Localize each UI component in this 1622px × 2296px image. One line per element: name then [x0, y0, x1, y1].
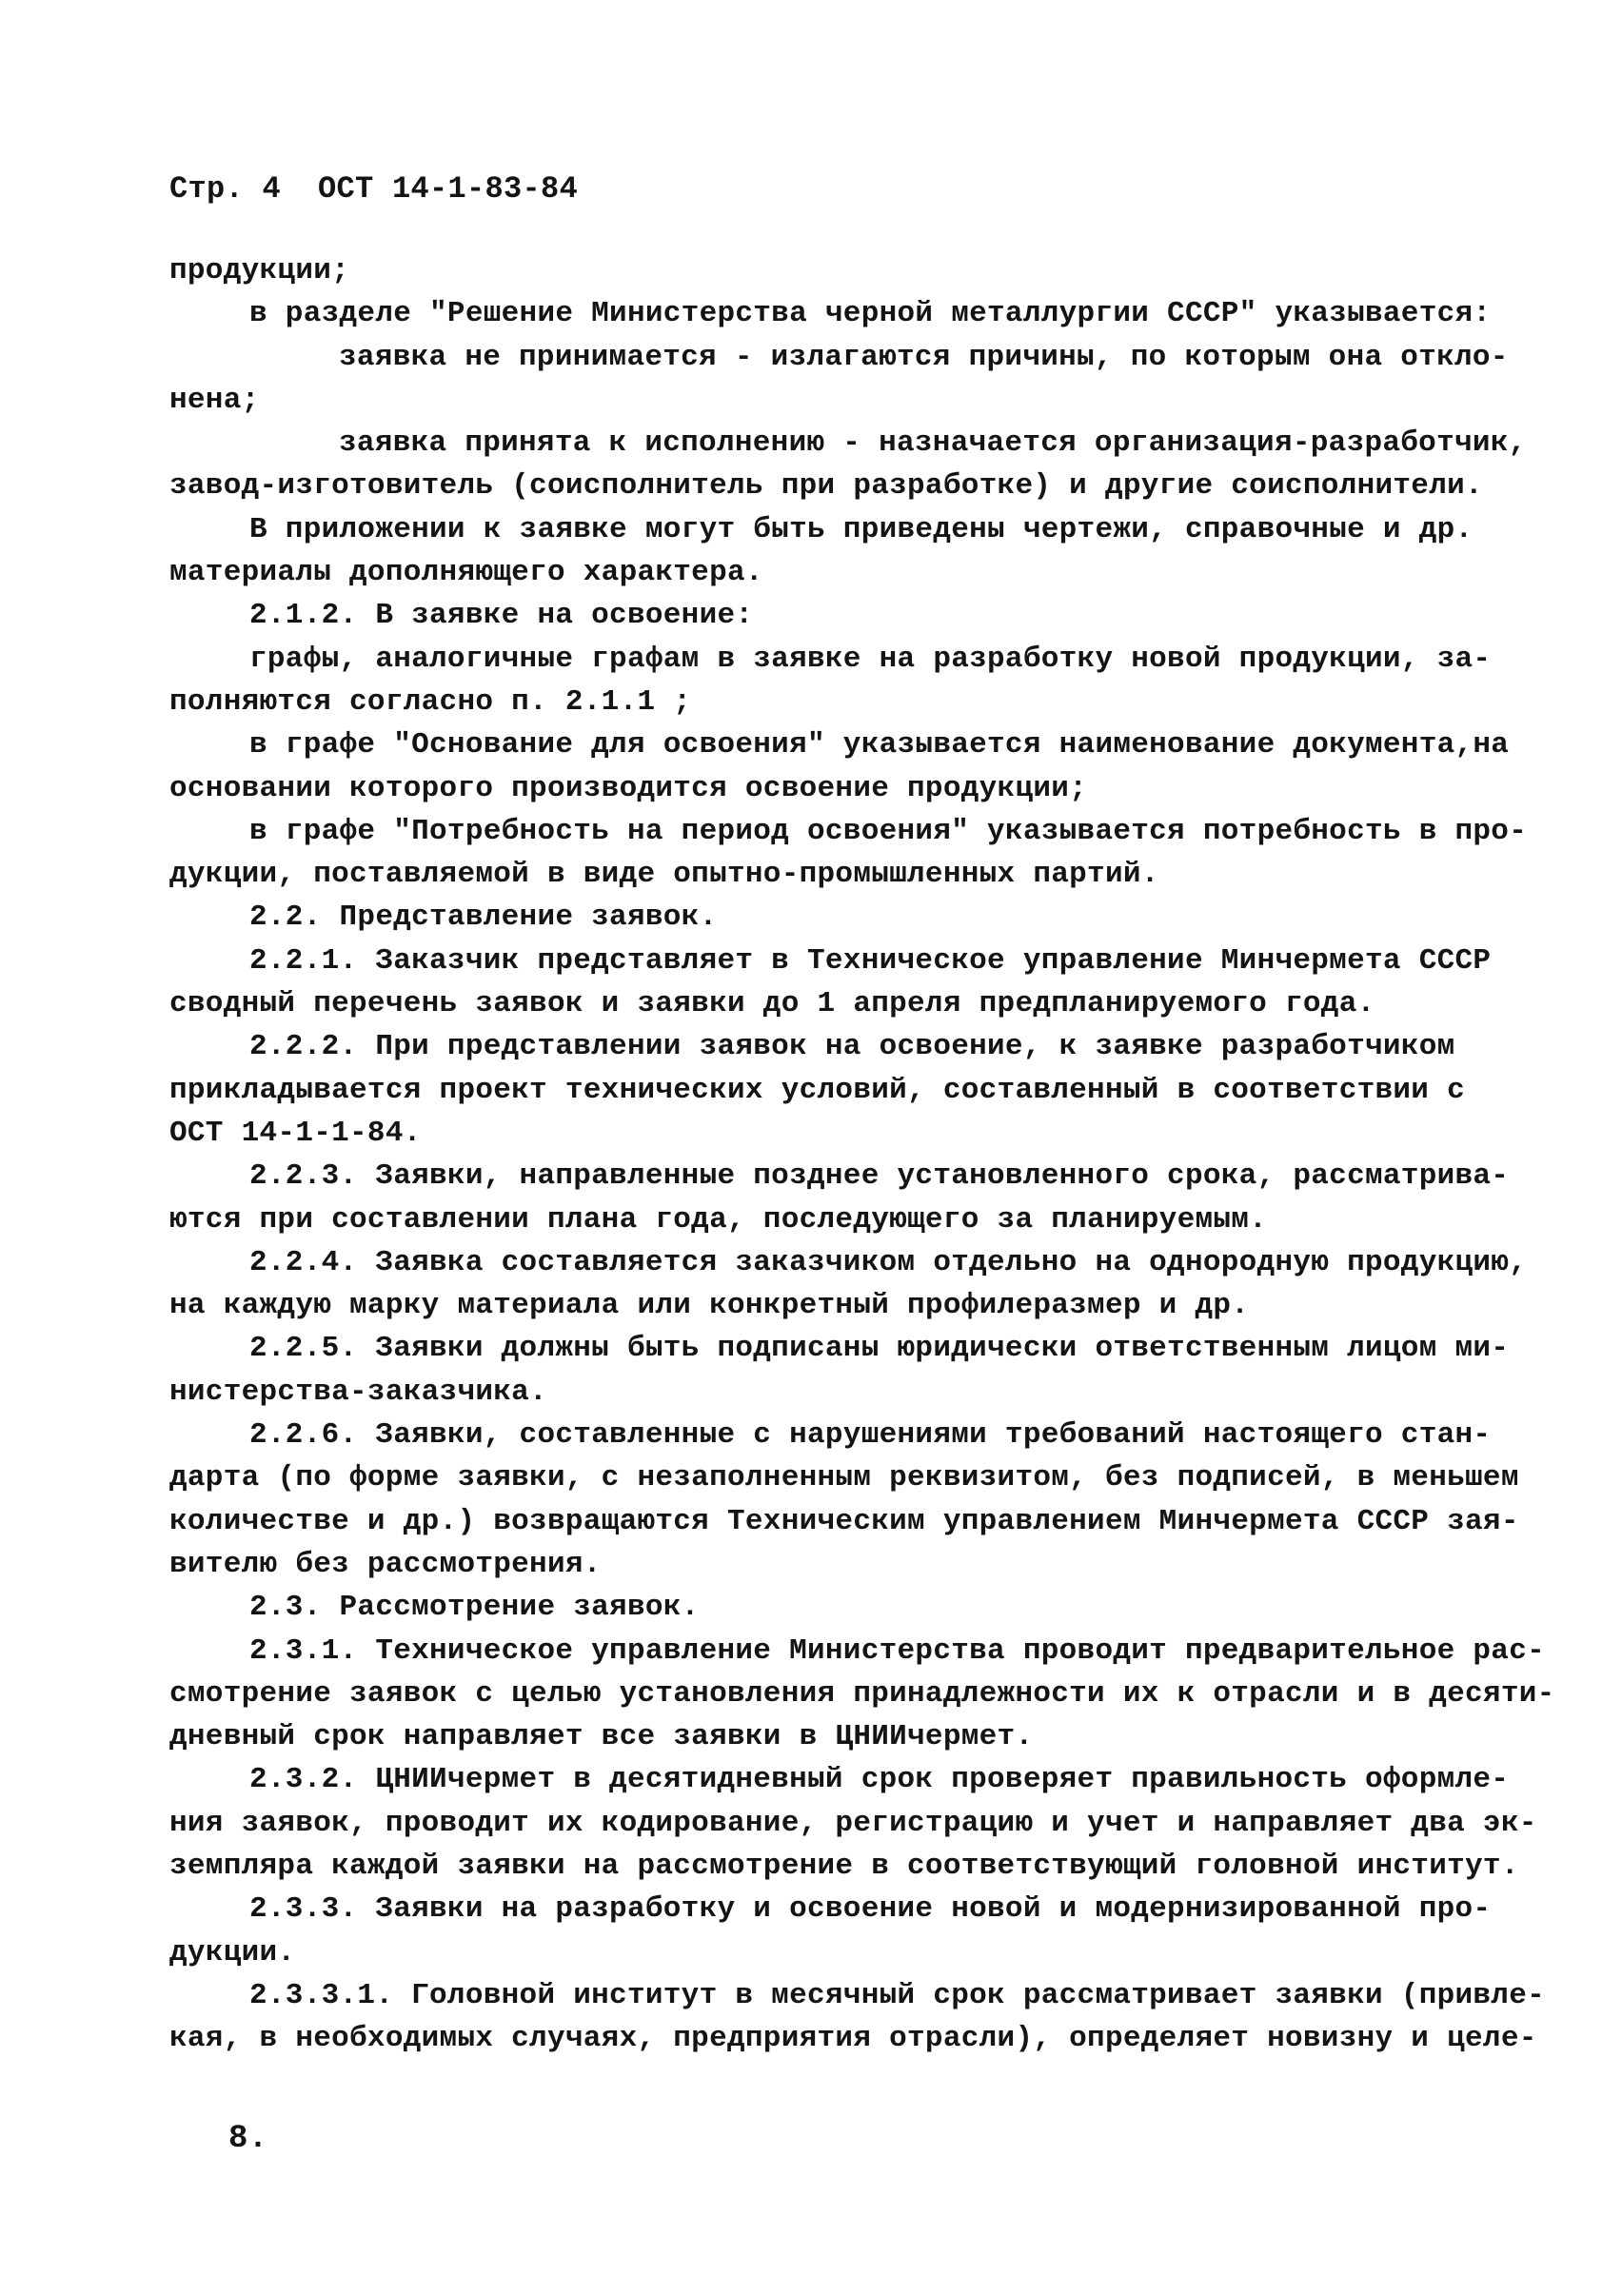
text-line: материалы дополняющего характера.: [169, 556, 763, 590]
text-line: в разделе "Решение Министерства черной металлургии СССР" указывается:: [249, 297, 1492, 331]
text-line: дукции.: [169, 1935, 296, 1969]
text-line: нена;: [169, 383, 260, 417]
text-line: смотрение заявок с целью установления принадлежности их к отрасли и в десяти-: [169, 1676, 1555, 1711]
text-line: сводный перечень заявок и заявки до 1 апреля предпланируемого года.: [169, 987, 1375, 1021]
text-line: ОСТ 14-1-1-84.: [169, 1116, 422, 1150]
text-line: нистерства-заказчика.: [169, 1375, 547, 1409]
text-line: полняются согласно п. 2.1.1 ;: [169, 684, 692, 719]
text-line: 2.2.4. Заявка составляется заказчиком отдельно на однородную продукцию,: [249, 1245, 1528, 1279]
text-line: в графе "Основание для освоения" указывается наименование документа,на: [249, 728, 1510, 762]
text-line: 2.2. Представление заявок.: [249, 901, 718, 935]
text-line: 2.3.1. Техническое управление Министерства проводит предварительное рас-: [249, 1633, 1546, 1668]
text-line: земпляра каждой заявки на рассмотрение в соответствующий головной институт.: [169, 1849, 1519, 1883]
text-line: 2.3.2. ЦНИИчермет в десятидневный срок проверяет правильность оформле-: [249, 1763, 1510, 1797]
text-line: 2.3.3. Заявки на разработку и освоение новой и модернизированной про-: [249, 1892, 1492, 1927]
text-line: 2.2.2. При представлении заявок на освоение, к заявке разработчиком: [249, 1030, 1455, 1064]
text-line: дневный срок направляет все заявки в ЦНИИчермет.: [169, 1720, 1034, 1754]
document-body: [169, 249, 1555, 2060]
text-line: заявка принята к исполнению - назначается организация-разработчик,: [339, 426, 1527, 461]
text-line: дарта (по форме заявки, с незаполненным реквизитом, без подписей, в меньшем: [169, 1461, 1519, 1495]
text-line: ются при составлении плана года, последующего за планируемым.: [169, 1202, 1268, 1237]
text-line: кая, в необходимых случаях, предприятия отрасли), определяет новизну и целе-: [169, 2022, 1537, 2056]
text-line: 2.2.5. Заявки должны быть подписаны юридически ответственным лицом ми-: [249, 1332, 1510, 1366]
text-line: прикладывается проект технических условий, составленный в соответствии с: [169, 1073, 1466, 1107]
text-line: 2.3. Рассмотрение заявок.: [249, 1591, 700, 1625]
text-line: 2.2.3. Заявки, направленные позднее установленного срока, рассматрива-: [249, 1159, 1510, 1194]
text-line: 2.2.6. Заявки, составленные с нарушениями требований настоящего стан-: [249, 1418, 1492, 1453]
page-header: Стр. 4 ОСТ 14-1-83-84: [169, 171, 579, 207]
text-line: продукции;: [169, 254, 350, 287]
text-line: вителю без рассмотрения.: [169, 1547, 602, 1581]
text-line: 2.3.3.1. Головной институт в месячный срок рассматривает заявки (привле-: [249, 1978, 1546, 2012]
text-line: на каждую марку материала или конкретный профилеразмер и др.: [169, 1289, 1250, 1323]
text-line: В приложении к заявке могут быть приведены чертежи, справочные и др.: [249, 512, 1474, 546]
text-line: в графе "Потребность на период освоения" указывается потребность в про-: [249, 814, 1528, 848]
text-line: ния заявок, проводит их кодирование, регистрацию и учет и направляет два эк-: [169, 1806, 1537, 1840]
text-line: графы, аналогичные графам в заявке на разработку новой продукции, за-: [249, 642, 1492, 676]
text-line: основании которого производится освоение продукции;: [169, 771, 1088, 805]
text-line: дукции, поставляемой в виде опытно-промышленных партий.: [169, 858, 1159, 892]
text-line: количестве и др.) возвращаются Техническим управлением Минчермета СССР зая-: [169, 1504, 1519, 1538]
text-line: завод-изготовитель (соисполнитель при разработке) и другие соисполнители.: [169, 469, 1483, 504]
text-line: заявка не принимается - излагаются причины, по которым она откло-: [339, 340, 1509, 374]
page-number: 8.: [228, 2121, 268, 2157]
text-line: 2.2.1. Заказчик представляет в Техническое управление Минчермета СССР: [249, 943, 1492, 978]
text-line: 2.1.2. В заявке на освоение:: [249, 599, 754, 633]
